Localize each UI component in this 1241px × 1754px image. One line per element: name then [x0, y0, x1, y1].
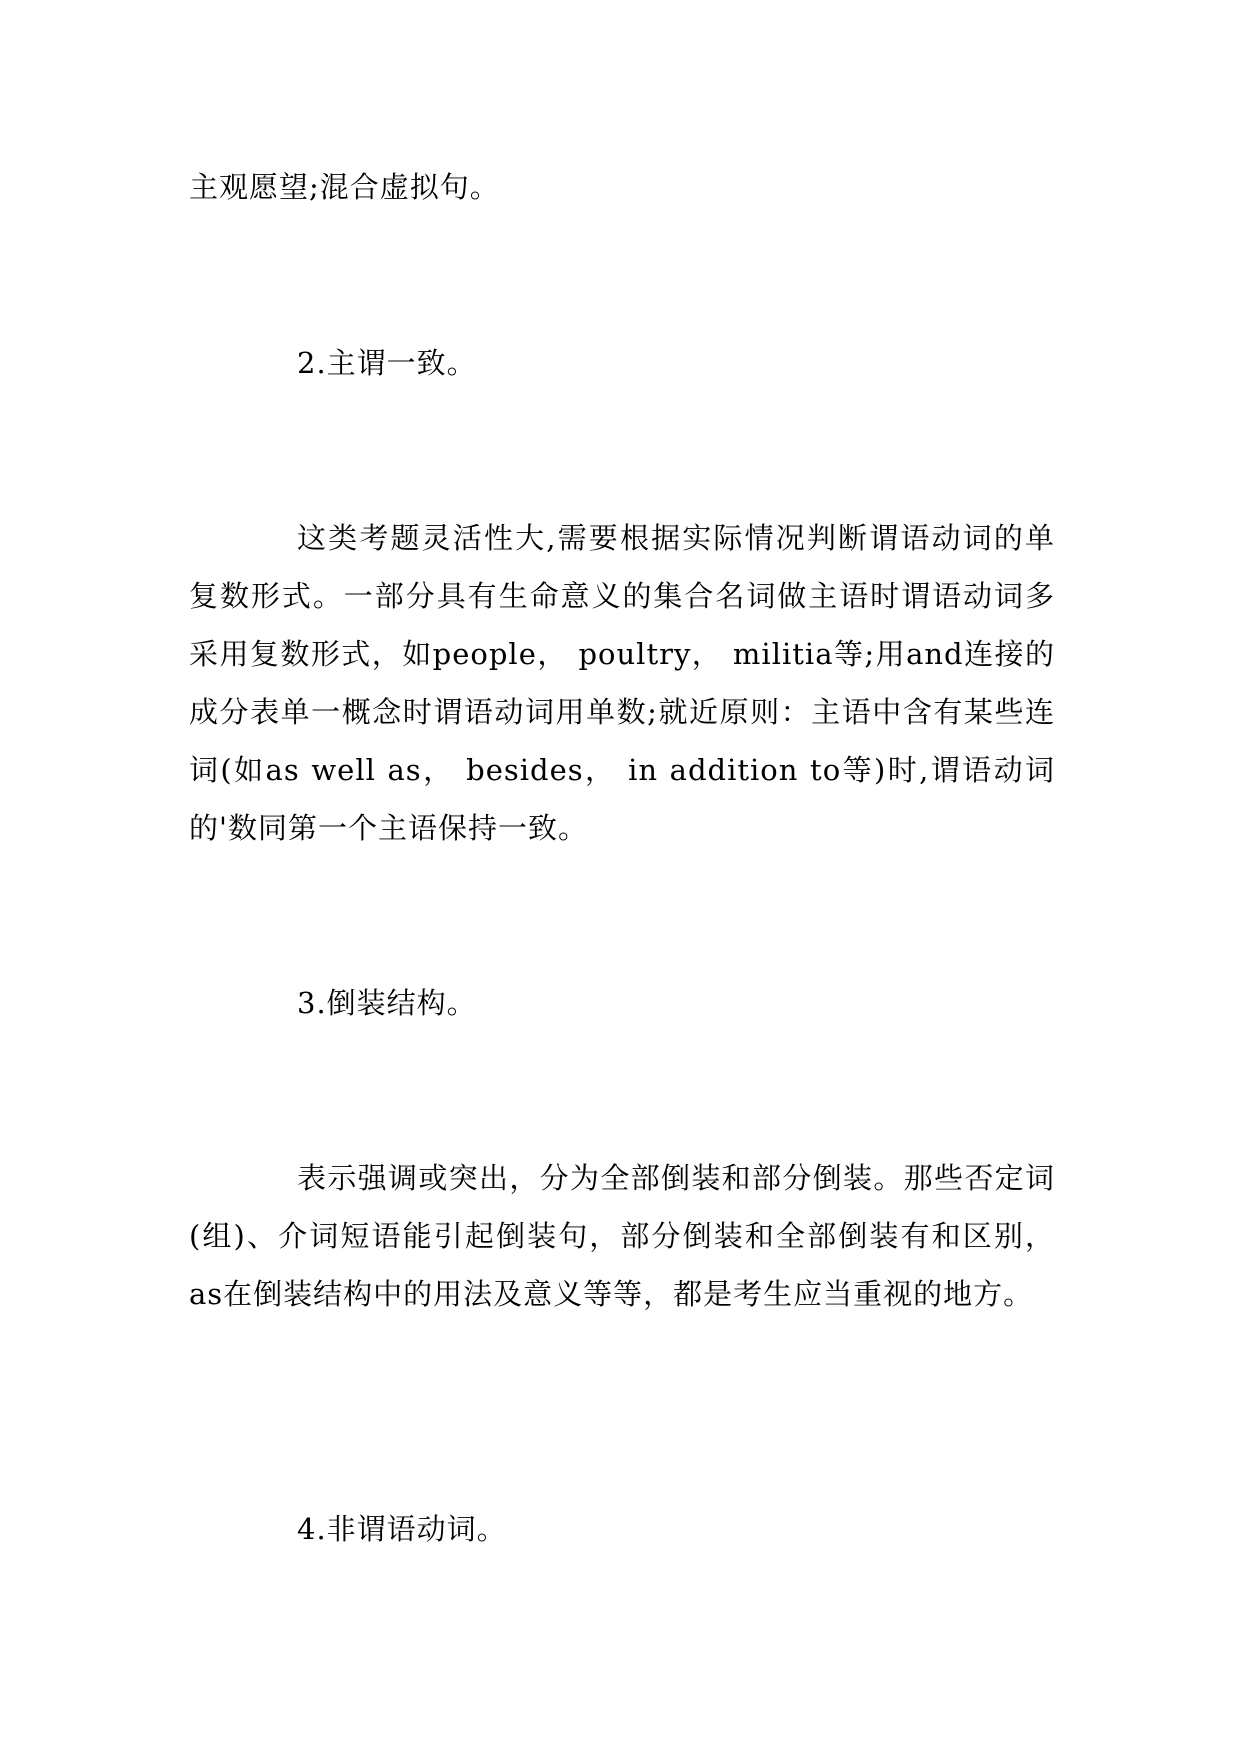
heading-non-finite-verbs: 4.非谓语动词。 [297, 1512, 507, 1546]
paragraph-inversion: 表示强调或突出，分为全部倒装和部分倒装。那些否定词(组)、介词短语能引起倒装句，部分倒装和全部倒装有和区别，as在倒装结构中的用法及意义等等，都是考生应当重视的地方。 [189, 1161, 1055, 1311]
heading-subject-verb-agreement: 2.主谓一致。 [297, 346, 477, 380]
paragraph-subjunctive-tail: 主观愿望;混合虚拟句。 [189, 170, 500, 204]
heading-inversion: 3.倒装结构。 [297, 986, 477, 1020]
paragraph-subject-verb-agreement: 这类考题灵活性大,需要根据实际情况判断谓语动词的单复数形式。一部分具有生命意义的集合名词做主语时谓语动词多采用复数形式，如people， poultry， militia等;用and连接的成分表单一概念时谓语动词用单数;就近原则：主语中含有某些连词(如as well as， besides， in addition to等)时,谓语动词的'数同第一个主语保持一致。 [189, 521, 1055, 845]
